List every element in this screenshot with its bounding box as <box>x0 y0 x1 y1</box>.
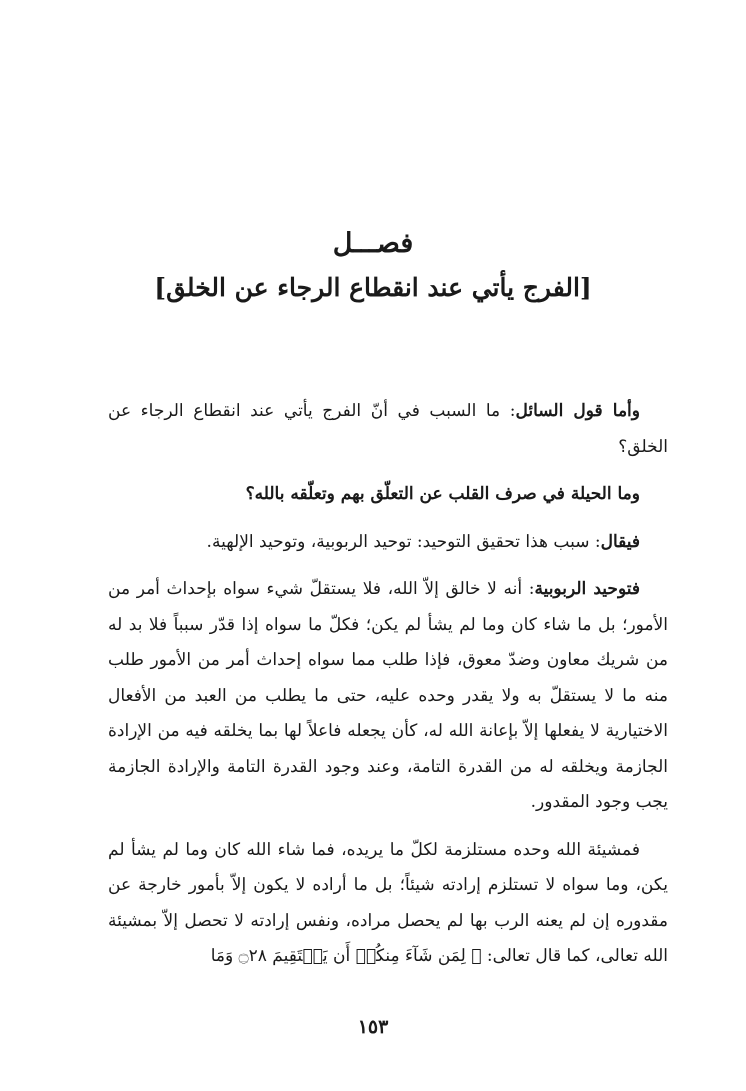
paragraph-3-lead: فيقال <box>600 531 640 552</box>
chapter-subtitle: [الفرج يأتي عند انقطاع الرجاء عن الخلق] <box>154 273 592 302</box>
paragraph-5-text: فمشيئة الله وحده مستلزمة لكلّ ما يريده، فما شاء الله كان وما لم يشأ لم يكن، وما سواه لا تستلزم إرادته شيئاً؛ بل ما أراده لا يكون إلاّ بأمور خارجة عن مقدوره إن لم يعنه الرب بها لم يحصل مراده، ونفس إرادته لا تحصل إلاّ بمشيئة الله تعالى، كما قال تعالى: <box>108 839 668 966</box>
paragraph-2-text: وما الحيلة في صرف القلب عن التعلّق بهم وتعلّقه بالله؟ <box>245 484 640 504</box>
page-number: ١٥٣ <box>357 1016 389 1038</box>
paragraph-4-text: : أنه لا خالق إلاّ الله، فلا يستقلّ شيء سواه بإحداث أمر من الأمور؛ بل ما شاء كان وما لم يشأ لم يكن؛ فكلّ ما سواه إذا قدّر سبباً فلا بد له من شريك معاون وضدّ معوق، فإذا طلب مما سواه إحداث أمر من الأمور طلب منه ما لا يستقلّ به ولا يقدر وحده عليه، حتى ما يطلب من العبد من الأفعال الاختيارية لا يفعلها إلاّ بإعانة الله له، كأن يجعله فاعلاً لها بما يخلقه فيه من الإرادة الجازمة ويخلقه له من القدرة التامة، وعند وجود القدرة التامة والإرادة الجازمة يجب وجود المقدور. <box>108 579 668 812</box>
paragraph-3-text: : سبب هذا تحقيق التوحيد: توحيد الربوبية، وتوحيد الإلهية. <box>206 531 601 552</box>
paragraph-1-lead: وأما قول السائل <box>515 401 640 421</box>
paragraph-4-lead: فتوحيد الربوبية <box>534 579 640 599</box>
paragraph-5 <box>108 833 668 975</box>
body-text <box>108 394 668 975</box>
paragraph-2 <box>108 477 668 513</box>
paragraph-4 <box>108 572 668 821</box>
quran-verse: ﴿ لِمَن شَآءَ مِنكُمۡ أَن يَسۡتَقِيمَ ۝٢٨ وَمَا <box>210 946 482 966</box>
paragraph-1-text: : ما السبب في أنّ الفرج يأتي عند انقطاع الرجاء عن الخلق؟ <box>108 401 668 457</box>
chapter-heading <box>0 222 746 310</box>
paragraph-1 <box>108 394 668 465</box>
paragraph-3 <box>108 525 668 561</box>
chapter-heading-word: فصـــل <box>332 228 414 259</box>
